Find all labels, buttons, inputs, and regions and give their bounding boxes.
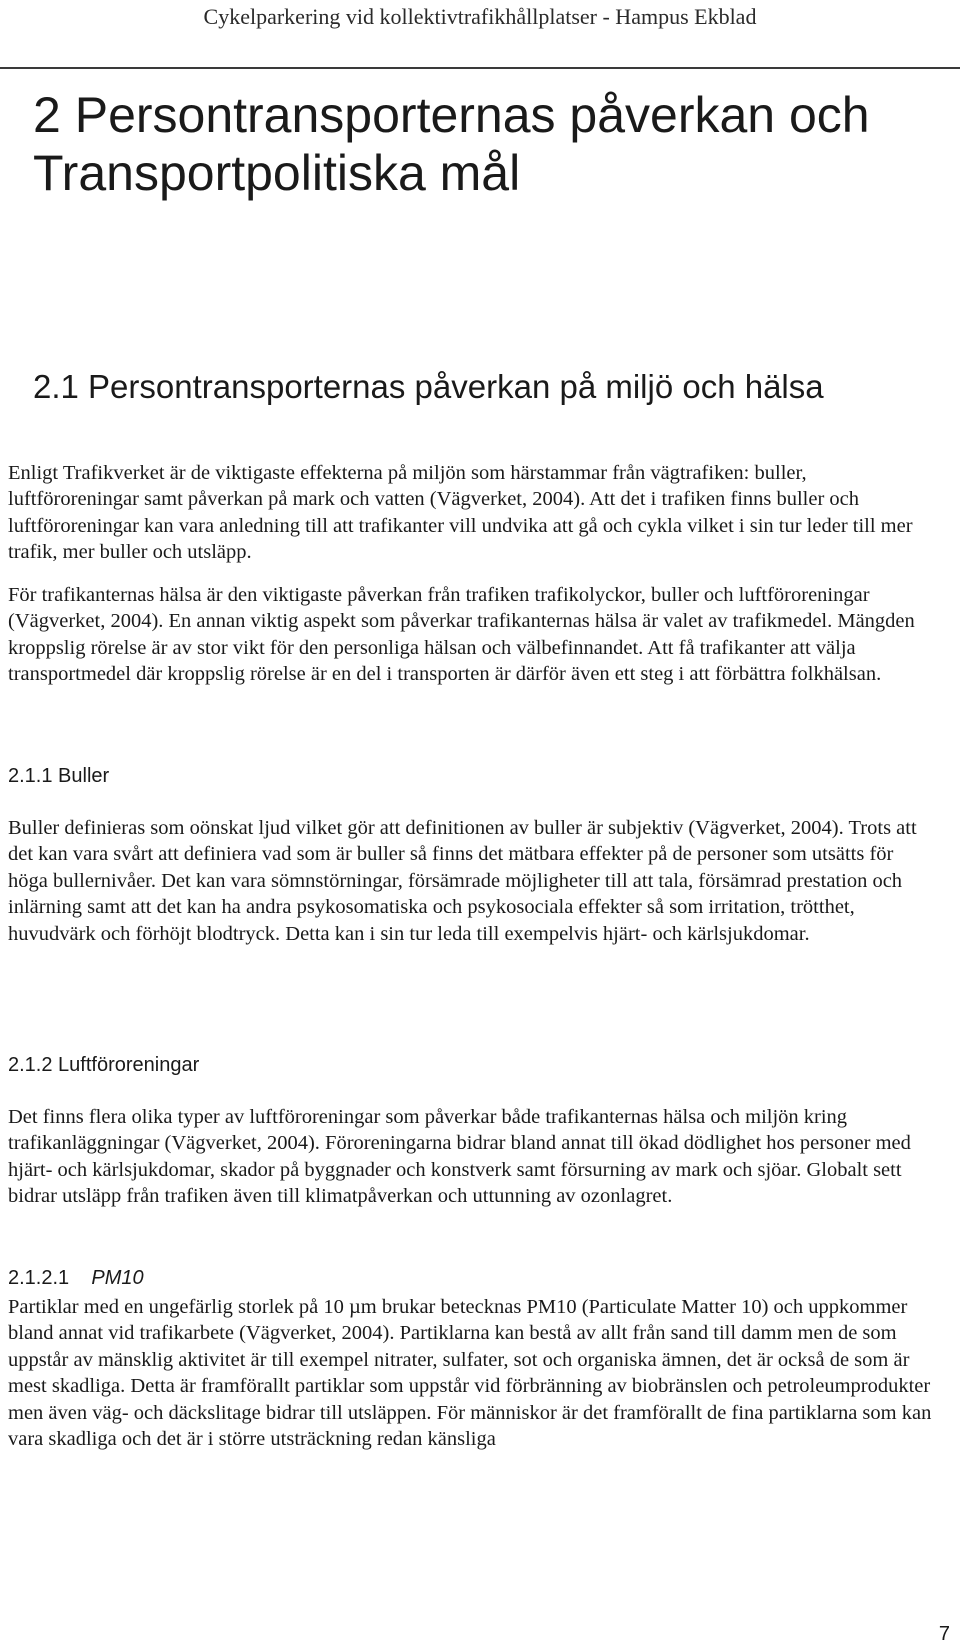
section-2-1-paragraph-1: Enligt Trafikverket är de viktigaste effekterna på miljön som härstammar från vägtrafiken: buller, luftföroreningar samt påverkan på mark och vatten (Vägverket, 2004). Att det i trafiken finns buller och luftföroreningar kan vara anledning till att trafikanter vill undvika att gå och cykla vilket i sin tur leder till mer trafik, mer buller och utsläpp. <box>8 462 913 564</box>
page-number: 7 <box>938 1623 950 1645</box>
section-number: 2.1.1 <box>8 765 53 787</box>
header-divider <box>0 67 960 69</box>
chapter-number: 2 <box>33 87 61 143</box>
section-name: PM10 <box>91 1267 144 1289</box>
section-number: 2.1.2.1 <box>8 1267 70 1289</box>
running-header: Cykelparkering vid kollektivtrafikhållplatser - Hampus Ekblad <box>203 4 757 29</box>
section-name: Buller <box>58 765 110 787</box>
chapter-title <box>33 86 933 202</box>
chapter-title-line1: Persontransporternas påverkan och <box>74 87 870 143</box>
section-name: Luftföroreningar <box>58 1054 200 1076</box>
section-heading-2-1-1 <box>8 763 109 789</box>
section-2-1-1-paragraph: Buller definieras som oönskat ljud vilket gör att definitionen av buller är subjektiv (Vägverket, 2004). Trots att det kan vara svårt att definiera vad som är buller så finns det mätbara effekter på de personer som utsätts för höga bullernivåer. Det kan vara sömnstörningar, försämrade möjligheter till att tala, försämrad prestation och inlärning samt att det kan ha andra psykosomatiska och psykosociala effekter så som irritation, trötthet, huvudvärk och förhöjt blodtryck. Detta kan i sin tur leda till exempelvis hjärt- och kärlsjukdomar. <box>8 817 917 945</box>
section-2-1-2-paragraph: Det finns flera olika typer av luftföroreningar som påverkar både trafikanternas hälsa och miljön kring trafikanläggningar (Vägverket, 2004). Föroreningarna bidrar bland annat till ökad dödlighet hos personer med hjärt- och kärlsjukdomar, skador på byggnader och konstverk samt försurning av mark och sjöar. Globalt sett bidrar utsläpp från trafiken även till klimatpåverkan och uttunning av ozonlagret. <box>8 1106 911 1208</box>
section-heading-2-1: 2.1 Persontransporternas påverkan på miljö och hälsa <box>33 368 824 405</box>
section-2-1-paragraph-2: För trafikanternas hälsa är den viktigaste påverkan från trafiken trafikolyckor, buller och luftföroreningar (Vägverket, 2004). En annan viktig aspekt som påverkar trafikanternas hälsa är valet av trafikmedel. Mängden kroppslig rörelse är av stor vikt för den personliga hälsan och välbefinnandet. Att få trafikanter att välja transportmedel där kroppslig rörelse är en del i transporten är därför även ett steg i att förbättra folkhälsan. <box>8 584 915 686</box>
section-heading-2-1-2-1 <box>8 1265 144 1291</box>
section-heading-2-1-2 <box>8 1052 199 1078</box>
chapter-title-line2: Transportpolitiska mål <box>33 145 521 201</box>
section-2-1-2-1-paragraph: Partiklar med en ungefärlig storlek på 10 µm brukar betecknas PM10 (Particulate Matter 10) och uppkommer bland annat vid trafikarbete (Vägverket, 2004). Partiklarna kan bestå av allt från sand till damm men de som uppstår av mänsklig aktivitet är till exempel nitrater, sulfater, sot och organiska ämnen, det är också de som är mest skadliga. Detta är framförallt partiklar som uppstår vid förbränning av biobränslen och petroleumprodukter men även väg- och däckslitage bidrar till utsläppen. För människor är det framförallt de fina partiklarna som kan vara skadliga och det är i större utsträckning redan känsliga <box>8 1296 932 1451</box>
section-number: 2.1.2 <box>8 1054 53 1076</box>
